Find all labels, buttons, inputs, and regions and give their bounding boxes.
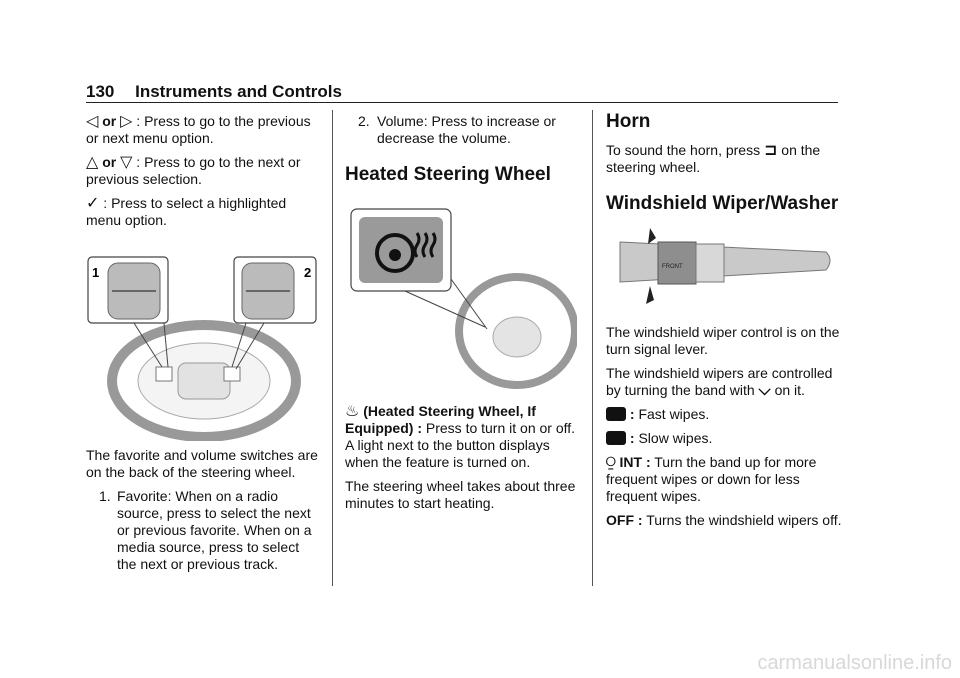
menu-left-right-entry: [86, 113, 322, 147]
column-divider-2: [592, 110, 593, 586]
section-title: Instruments and Controls: [135, 82, 342, 101]
heating-time-text: The steering wheel takes about three minutes to start heating.: [345, 478, 576, 511]
heated-steering-wheel-heading: Heated Steering Wheel: [345, 164, 551, 185]
left-arrow-icon: ◁: [86, 113, 99, 130]
list-number: 2.: [358, 113, 370, 129]
list-item-volume: [345, 113, 583, 147]
wiper-location-text: The windshield wiper control is on the turn signal lever.: [606, 324, 840, 357]
heated-wheel-illustration: [345, 203, 577, 393]
column-2: [345, 113, 583, 519]
page-number: 130: [86, 82, 115, 101]
steering-wheel-switches-illustration: [86, 251, 322, 441]
watermark: carmanualsonline.info: [757, 652, 952, 674]
wiper-washer-heading: Windshield Wiper/Washer: [606, 193, 839, 214]
callout-1: 1: [92, 265, 100, 280]
column-divider-1: [332, 110, 333, 586]
page-header: [86, 82, 342, 102]
list-text: Volume: Press to increase or decrease the volume.: [377, 113, 556, 146]
heated-steering-wheel-icon: ♨: [345, 403, 360, 420]
checkmark-icon: ✓: [86, 195, 100, 212]
switch-location-text: The favorite and volume switches are on the back of the steering wheel.: [86, 447, 318, 480]
off-entry: OFF : Turns the windshield wipers off.: [606, 512, 842, 528]
heated-wheel-entry: [345, 403, 583, 471]
horn-text: To sound the horn, press ⊐ on the steering wheel.: [606, 142, 821, 175]
down-arrow-icon: ▽: [120, 154, 133, 171]
up-arrow-icon: △: [86, 154, 99, 171]
heated-wheel-label: (Heated Steering Wheel, If Equipped) :: [345, 403, 536, 436]
menu-up-down-text: : Press to go to the next or previous selection.: [86, 154, 301, 187]
list-item-favorite: [86, 488, 322, 573]
header-rule: [86, 102, 838, 103]
list-number: 1.: [99, 488, 111, 504]
menu-left-right-text: : Press to go to the previous or next menu option.: [86, 113, 311, 146]
int-entry: ⍜ INT : Turn the band up for more frequent wipes or down for less frequent wipes.: [606, 454, 817, 504]
heated-wheel-figure: [345, 203, 577, 393]
column-1: [86, 113, 322, 580]
wiper-control-text: The windshield wipers are controlled by turning the band with ⌵ on it.: [606, 365, 833, 399]
horn-heading: Horn: [606, 111, 651, 132]
list-text: Favorite: When on a radio source, press to select the next or previous favorite. When on a media source, press to select the next or previous track.: [117, 488, 312, 572]
lever-label: FRONT: [662, 264, 683, 270]
column-3: [606, 110, 842, 536]
fast-wipe-icon: [606, 407, 626, 421]
wiper-icon: ⌵: [758, 382, 771, 399]
or-label: or: [102, 154, 117, 170]
callout-2: 2: [304, 265, 312, 280]
menu-select-entry: [86, 195, 322, 229]
horn-icon: ⊐: [764, 142, 778, 159]
or-label: or: [102, 113, 117, 129]
menu-select-text: : Press to select a highlighted menu option.: [86, 195, 287, 228]
right-arrow-icon: ▷: [120, 113, 133, 130]
intermittent-wipe-icon: ⍜: [606, 454, 616, 471]
menu-up-down-entry: [86, 154, 322, 188]
steering-wheel-switches-figure: [86, 251, 322, 441]
slow-wipes-entry: : Slow wipes.: [606, 430, 842, 447]
fast-wipes-entry: : Fast wipes.: [606, 406, 842, 423]
heated-wheel-text: Press to turn it on or off. A light next to the button displays when the feature is turned on.: [345, 420, 576, 470]
slow-wipe-icon: [606, 431, 626, 445]
wiper-lever-figure: [606, 224, 838, 316]
wiper-lever-illustration: [606, 224, 838, 316]
